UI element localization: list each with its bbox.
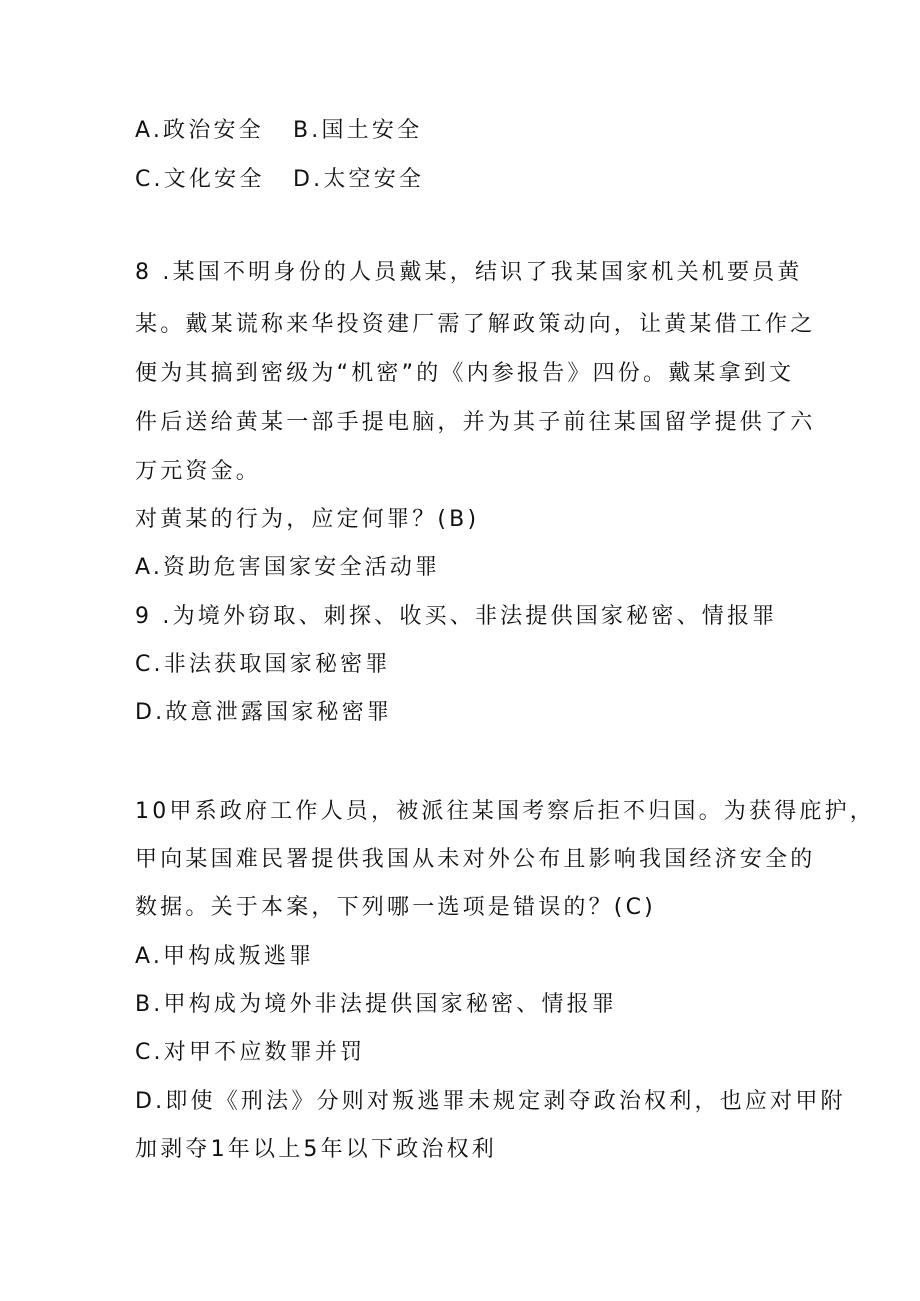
q10-option-b: B.甲构成为境外非法提供国家秘密、情报罪 (135, 992, 618, 1017)
q9-option-d: D.故意泄露国家秘密罪 (135, 700, 393, 725)
q9-line: 9 .为境外窃取、刺探、收买、非法提供国家秘密、情报罪 (135, 604, 778, 629)
q7-option-a: A.政治安全 (135, 118, 264, 143)
q7-option-b: B.国土安全 (293, 118, 423, 143)
q8-option-a: A.资助危害国家安全活动罪 (135, 555, 441, 580)
q10-option-d-line-2: 加剥夺1年以上5年以下政治权利 (135, 1137, 497, 1162)
q10-stem-line-3: 数据。关于本案，下列哪一选项是错误的？(C) (135, 895, 656, 920)
q8-stem-line-5: 万元资金。 (135, 459, 262, 484)
q10-option-a: A.甲构成叛逃罪 (135, 944, 315, 969)
q7-option-d: D.太空安全 (293, 167, 425, 192)
q8-question: 对黄某的行为，应定何罪？(B) (135, 507, 480, 532)
q8-stem-line-2: 某。戴某谎称来华投资建厂需了解政策动向，让黄某借工作之 (135, 312, 816, 337)
q8-stem-line-4: 件后送给黄某一部手提电脑，并为其子前往某国留学提供了六 (135, 410, 816, 435)
q10-stem-line-2: 甲向某国难民署提供我国从未对外公布且影响我国经济安全的 (135, 847, 816, 872)
q7-option-c: C.文化安全 (135, 167, 265, 192)
q10-option-d-line-1: D.即使《刑法》分则对叛逃罪未规定剥夺政治权利，也应对甲附 (135, 1089, 846, 1114)
q9-option-c: C.非法获取国家秘密罪 (135, 652, 391, 677)
q10-stem-line-1: 10甲系政府工作人员，被派往某国考察后拒不归国。为获得庇护， (135, 799, 875, 824)
q7-options-row-2 (135, 165, 424, 195)
q8-stem-line-1: 8 .某国不明身份的人员戴某，结识了我某国家机关机要员黄 (135, 260, 803, 285)
q8-stem-line-3: 便为其搞到密级为“机密”的《内参报告》四份。戴某拿到文 (135, 361, 795, 386)
q7-options-row-1 (135, 116, 422, 146)
q10-option-c: C.对甲不应数罪并罚 (135, 1040, 366, 1065)
